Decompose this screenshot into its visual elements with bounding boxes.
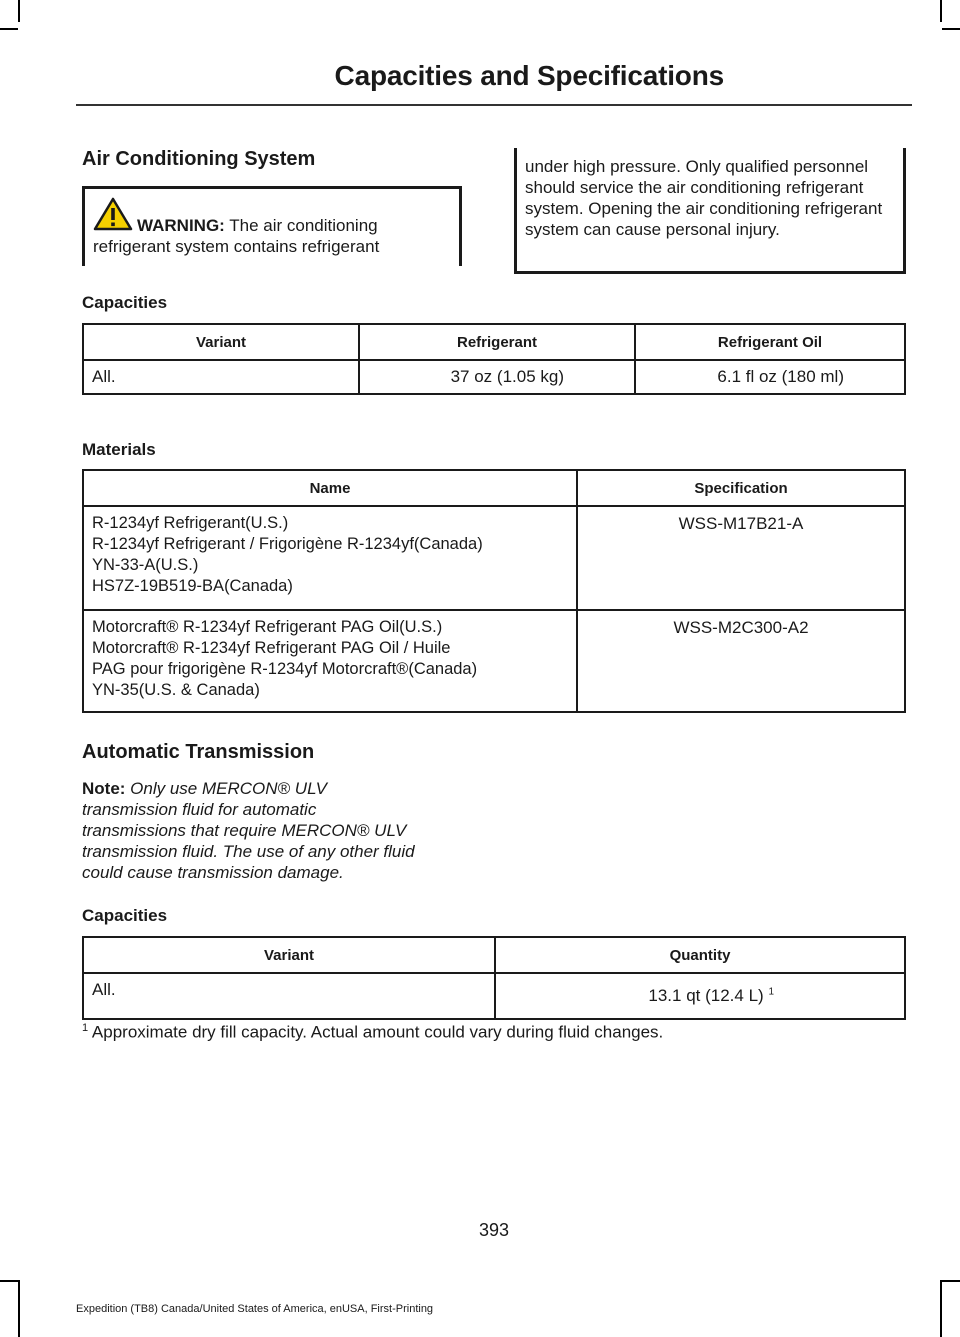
crop-mark [942, 1280, 960, 1282]
note-text-line: transmission fluid. The use of any other fluid [82, 842, 415, 861]
warning-text-continued: under high pressure. Only qualified personnel should service the air conditioning refrigerant system. Opening the air conditioning refrigerant system can cause personal injury. [525, 157, 883, 239]
footnote-marker: 1 [82, 1022, 89, 1034]
warning-text [93, 215, 451, 257]
footnote [82, 1022, 663, 1043]
table-row [83, 973, 905, 1019]
note-label: Note: [82, 779, 126, 798]
cell-variant: All. [83, 360, 359, 394]
cell-name [83, 610, 577, 712]
column-header-name: Name [83, 470, 577, 506]
page-title: Capacities and Specifications [334, 60, 724, 91]
column-header-specification: Specification [577, 470, 905, 506]
column-header-variant: Variant [83, 324, 359, 360]
warning-text-line1: The air conditioning [224, 216, 378, 235]
cell-quantity [495, 973, 905, 1019]
footnote-text: Approximate dry fill capacity. Actual amount could vary during fluid changes. [88, 1022, 664, 1042]
crop-mark [940, 1280, 942, 1337]
column-header-refrigerant: Refrigerant [359, 324, 635, 360]
transmission-capacities-heading: Capacities [82, 906, 168, 925]
name-line: Motorcraft® R-1234yf Refrigerant PAG Oil(U.S.) [92, 618, 443, 636]
ac-capacities-heading: Capacities [82, 293, 168, 312]
warning-box [82, 186, 462, 266]
note-text-line: could cause transmission damage. [82, 863, 344, 882]
materials-table [82, 469, 906, 713]
crop-mark [18, 1280, 20, 1337]
name-line: YN-33-A(U.S.) [92, 556, 199, 574]
cell-variant: All. [83, 973, 495, 1019]
table-row [83, 610, 905, 712]
cell-specification: WSS-M17B21-A [577, 506, 905, 610]
cell-refrigerant-oil: 6.1 fl oz (180 ml) [635, 360, 905, 394]
cell-refrigerant: 37 oz (1.05 kg) [359, 360, 635, 394]
warning-box-continued [514, 148, 906, 274]
edition-footer: Expedition (TB8) Canada/United States of America, enUSA, First-Printing [76, 1303, 434, 1315]
table-row [83, 360, 905, 394]
name-line: Motorcraft® R-1234yf Refrigerant PAG Oil / Huile [92, 639, 451, 657]
name-line: R-1234yf Refrigerant(U.S.) [92, 514, 289, 532]
quantity-value: 13.1 qt (12.4 L) [648, 986, 764, 1005]
crop-mark [940, 0, 942, 22]
table-row [83, 506, 905, 610]
footnote-reference: 1 [768, 986, 774, 998]
section-heading-automatic-transmission: Automatic Transmission [82, 741, 315, 763]
table-header-row [83, 937, 905, 973]
table-header-row [83, 470, 905, 506]
name-line: PAG pour frigorigène R-1234yf Motorcraft®(Canada) [92, 660, 478, 678]
table-header-row [83, 324, 905, 360]
warning-text-line2: refrigerant system contains refrigerant [93, 237, 380, 256]
warning-triangle-icon [93, 197, 133, 231]
name-line: HS7Z-19B519-BA(Canada) [92, 577, 293, 595]
crop-mark [18, 0, 20, 22]
note-text-line: Only use MERCON® ULV [125, 779, 327, 798]
name-line: YN-35(U.S. & Canada) [92, 681, 260, 699]
crop-mark [0, 28, 18, 30]
note-text-line: transmission fluid for automatic [82, 800, 317, 819]
column-header-refrigerant-oil: Refrigerant Oil [635, 324, 905, 360]
section-heading-air-conditioning: Air Conditioning System [82, 148, 316, 170]
note-text-line: transmissions that require MERCON® ULV [82, 821, 407, 840]
column-header-quantity: Quantity [495, 937, 905, 973]
materials-heading: Materials [82, 440, 156, 459]
crop-mark [942, 28, 960, 30]
cell-specification: WSS-M2C300-A2 [577, 610, 905, 712]
header-divider [76, 104, 912, 106]
transmission-capacities-table [82, 936, 906, 1020]
cell-name [83, 506, 577, 610]
ac-capacities-table [82, 323, 906, 395]
crop-mark [0, 1280, 18, 1282]
name-line: R-1234yf Refrigerant / Frigorigène R-1234yf(Canada) [92, 535, 483, 553]
transmission-note [82, 778, 482, 883]
page-number: 393 [478, 1220, 510, 1240]
warning-label: WARNING: [137, 216, 225, 235]
column-header-variant: Variant [83, 937, 495, 973]
